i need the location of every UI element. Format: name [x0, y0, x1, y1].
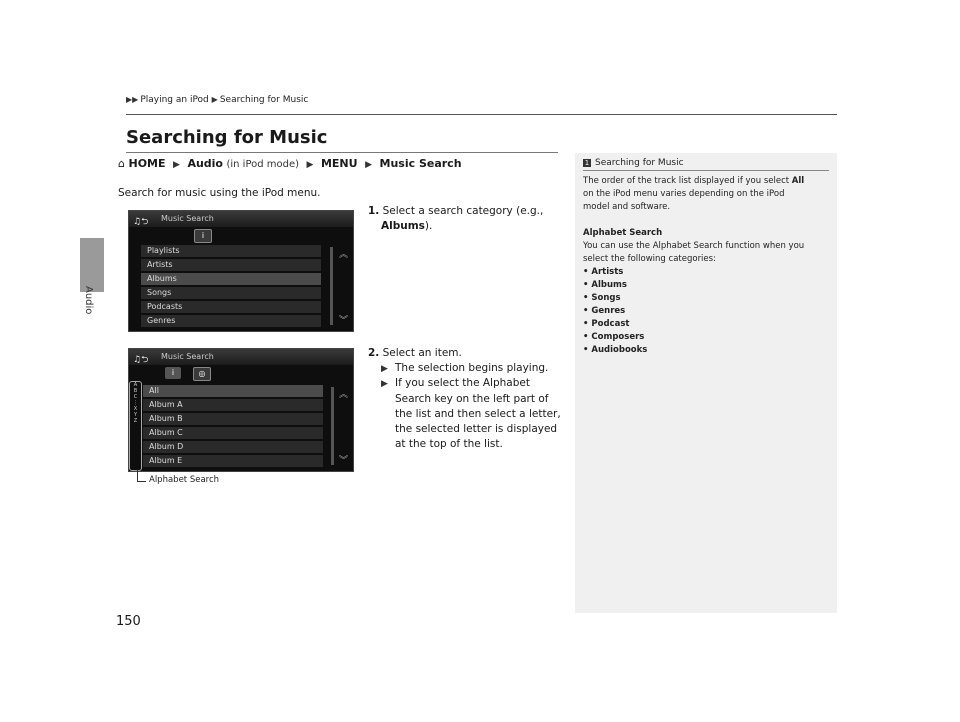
alpha-letter: B — [133, 388, 138, 394]
scroll-up-icon[interactable]: ︽ — [339, 250, 349, 260]
home-icon: ⌂ — [118, 157, 125, 170]
sub-text: Search key on the left part of — [395, 393, 549, 405]
arrow-icon: ▶ — [381, 379, 388, 389]
list-item-selected[interactable]: Albums — [141, 273, 321, 285]
step-2-sub-1 — [381, 361, 549, 377]
list-item[interactable]: Album D — [143, 441, 323, 453]
arrow-icon: ▶▶ — [126, 95, 139, 104]
tab-info[interactable]: i — [194, 229, 212, 243]
note-subheading: Alphabet Search — [583, 228, 663, 238]
nav-music-search: Music Search — [379, 157, 462, 170]
alpha-letter: Z — [133, 418, 138, 424]
step-text-bold: Albums — [381, 220, 425, 232]
nav-path — [118, 157, 462, 170]
step-number: 2. — [368, 347, 380, 359]
sub-text: at the top of the list. — [395, 438, 503, 450]
note-heading — [583, 158, 684, 168]
page-number: 150 — [116, 614, 141, 629]
note-text: model and software. — [583, 202, 671, 212]
step-2-sub-2 — [381, 376, 561, 452]
alpha-letter: A — [133, 382, 138, 388]
sub-text: the list and then select a letter, — [395, 408, 561, 420]
screen-tabs — [129, 229, 353, 243]
alpha-letter: Y — [133, 412, 138, 418]
music-back-icon: ♫⮌ — [133, 355, 149, 365]
scrollbar[interactable] — [330, 247, 333, 325]
step-1 — [368, 204, 543, 234]
breadcrumb-item: Playing an iPod — [140, 95, 209, 105]
screen-music-search-categories — [128, 210, 354, 332]
step-text: Select an item. — [382, 347, 462, 359]
note-text-bold: All — [791, 176, 805, 186]
step-number: 1. — [368, 205, 380, 217]
arrow-icon: ▶ — [173, 160, 180, 170]
side-tab-label: Audio — [83, 286, 94, 315]
arrow-icon: ▶ — [381, 364, 388, 374]
bullet-item: • Albums — [583, 280, 627, 290]
music-back-icon: ♫⮌ — [133, 217, 149, 227]
note-body — [583, 175, 828, 357]
list-item[interactable]: Album E — [143, 455, 323, 467]
screen-tabs — [129, 367, 353, 381]
bullet-item: • Audiobooks — [583, 345, 648, 355]
nav-menu: MENU — [320, 157, 358, 170]
bullet-item: • Composers — [583, 332, 645, 342]
scrollbar[interactable] — [331, 387, 334, 465]
header-rule — [126, 114, 837, 115]
breadcrumb-item: Searching for Music — [219, 95, 309, 105]
bullet-item: • Songs — [583, 293, 621, 303]
step-text-end: ). — [424, 220, 433, 232]
title-rule — [126, 152, 558, 153]
screen-title: Music Search — [161, 214, 214, 223]
alpha-letter: C — [133, 394, 138, 400]
nav-home: HOME — [128, 157, 166, 170]
note-text: on the iPod menu varies depending on the iPod — [583, 189, 785, 199]
sub-text: If you select the Alphabet — [395, 377, 530, 389]
category-bullets — [583, 266, 828, 357]
alpha-letter: X — [133, 406, 138, 412]
alpha-gap: ⋮ — [133, 400, 138, 406]
arrow-icon: ▶ — [211, 95, 218, 104]
screen-header — [129, 211, 353, 227]
note-rule — [583, 170, 829, 171]
note-icon: 1 — [584, 159, 590, 167]
scroll-down-icon[interactable]: ︾ — [339, 316, 349, 326]
callout-line — [137, 470, 146, 482]
list-item[interactable]: Songs — [141, 287, 321, 299]
note-text: The order of the track list displayed if you select — [583, 176, 792, 186]
list-item[interactable]: Artists — [141, 259, 321, 271]
tab-info[interactable]: i — [165, 367, 181, 379]
bullet-item: • Genres — [583, 306, 626, 316]
list-item[interactable]: Album C — [143, 427, 323, 439]
step-text: Select a search category (e.g., — [382, 205, 544, 217]
scroll-up-icon[interactable]: ︽ — [339, 390, 349, 400]
sub-text: The selection begins playing. — [395, 362, 549, 374]
screen-title: Music Search — [161, 352, 214, 361]
side-tab-marker — [80, 238, 104, 292]
note-sidebar — [575, 153, 837, 613]
screen-header — [129, 349, 353, 365]
screen-music-search-items — [128, 348, 354, 472]
page-title: Searching for Music — [126, 127, 328, 148]
nav-audio-note: (in iPod mode) — [226, 159, 300, 170]
list-item[interactable]: Album A — [143, 399, 323, 411]
intro-text: Search for music using the iPod menu. — [118, 187, 321, 199]
bullet-item: • Artists — [583, 267, 624, 277]
list-item-selected[interactable]: All — [143, 385, 323, 397]
step-2 — [368, 346, 462, 361]
tab-search[interactable]: ◎ — [193, 367, 211, 381]
list-item[interactable]: Album B — [143, 413, 323, 425]
list-item[interactable]: Podcasts — [141, 301, 321, 313]
note-text: You can use the Alphabet Search function when you — [583, 241, 805, 251]
callout-label: Alphabet Search — [149, 475, 220, 485]
breadcrumb — [126, 95, 308, 105]
nav-audio: Audio — [187, 157, 223, 170]
note-text: select the following categories: — [583, 254, 716, 264]
list-item[interactable]: Genres — [141, 315, 321, 327]
list-item[interactable]: Playlists — [141, 245, 321, 257]
bullet-item: • Podcast — [583, 319, 630, 329]
note-heading-text: Searching for Music — [595, 158, 684, 168]
alphabet-search-key[interactable] — [129, 381, 142, 471]
scroll-down-icon[interactable]: ︾ — [339, 456, 349, 466]
arrow-icon: ▶ — [365, 160, 372, 170]
arrow-icon: ▶ — [306, 160, 314, 170]
sub-text: the selected letter is displayed — [395, 423, 558, 435]
